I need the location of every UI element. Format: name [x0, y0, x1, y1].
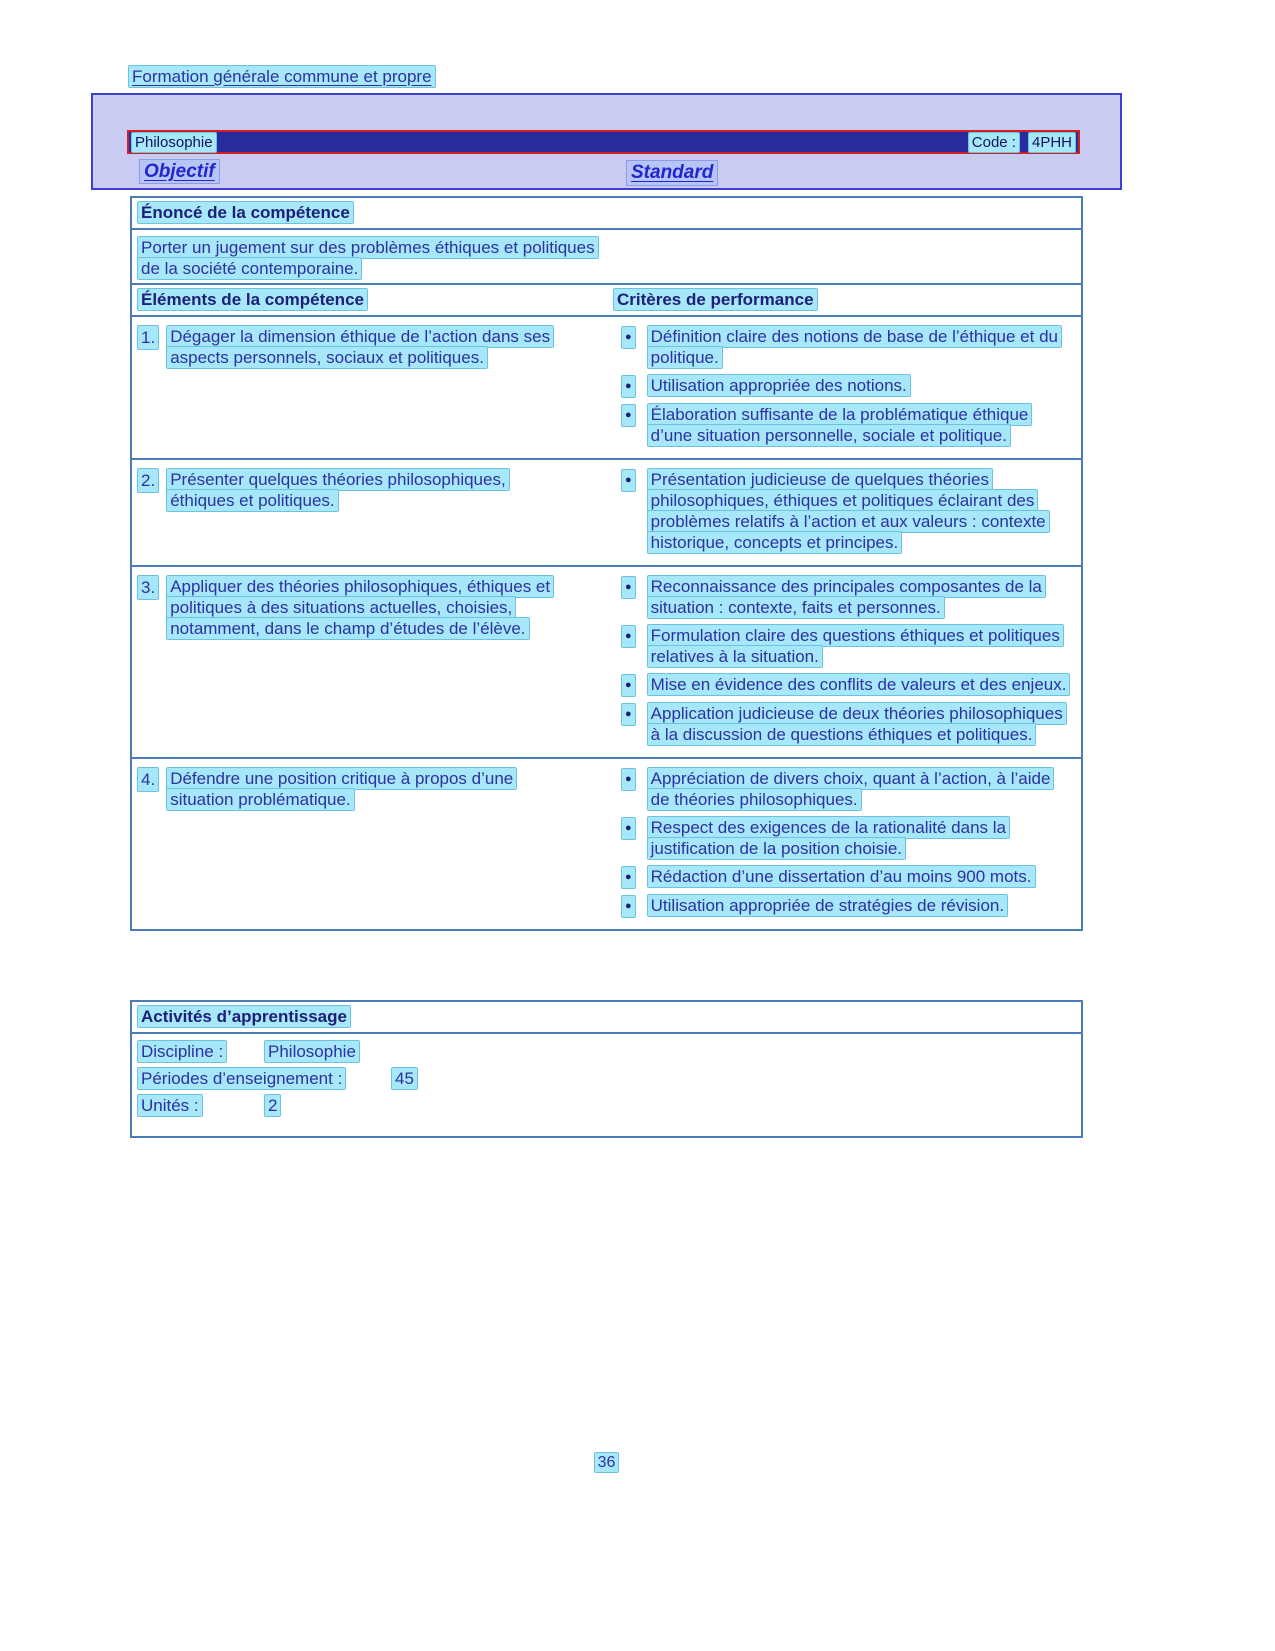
criterion-text-wrap	[648, 375, 1071, 396]
standard-heading: Standard	[627, 161, 717, 185]
element-text: Défendre une position critique à propos d’une situation problématique.	[167, 768, 516, 810]
criterion-text: Reconnaissance des principales composantes de la situation : contexte, faits et personnes.	[648, 576, 1045, 618]
enonce-table-body	[132, 230, 1081, 290]
criterion	[616, 768, 1071, 810]
objectif-heading: Objectif	[140, 160, 219, 183]
element-text: Présenter quelques théories philosophiques, éthiques et politiques.	[167, 469, 509, 511]
enonce-table	[130, 196, 1083, 292]
activity-value: 45	[392, 1068, 417, 1089]
page-number-row	[130, 1452, 1083, 1473]
bullet-icon: ●	[622, 376, 635, 397]
activites-table-header	[132, 1002, 1081, 1034]
code-value: 4PHH	[1029, 133, 1075, 152]
criterion	[616, 866, 1071, 888]
criterion-text-wrap	[648, 768, 1071, 810]
element-cell	[132, 766, 610, 924]
element-number: 3.	[138, 576, 158, 599]
criterion-text-wrap	[648, 576, 1071, 618]
criterion-text: Rédaction d’une dissertation d’au moins 900 mots.	[648, 866, 1035, 887]
criterion-text-wrap	[648, 625, 1071, 667]
bullet-icon: ●	[622, 818, 635, 839]
element-text-wrap	[167, 469, 569, 511]
bullet-icon: ●	[622, 626, 635, 647]
activites-table-body	[132, 1034, 1081, 1136]
activity-label-slot	[138, 1041, 265, 1062]
criterion-text: Appréciation de divers choix, quant à l’action, à l’aide de théories philosophiques.	[648, 768, 1054, 810]
elements-header-cell	[132, 289, 610, 310]
bullet-icon: ●	[622, 867, 635, 888]
competence-row-1	[132, 317, 1081, 458]
code-label: Code :	[969, 133, 1019, 152]
element-number: 2.	[138, 469, 158, 492]
objectif-standard-row	[140, 161, 1120, 183]
criterion-text: Utilisation appropriée de stratégies de révision.	[648, 895, 1007, 916]
criterion-text-wrap	[648, 817, 1071, 859]
competence-row-2	[132, 458, 1081, 565]
criterion-text: Élaboration suffisante de la problématique éthique d’une situation personnelle, sociale et politique.	[648, 404, 1032, 446]
criteres-header-cell	[610, 289, 1081, 310]
enonce-paragraph	[138, 237, 600, 279]
activites-header-text: Activités d’apprentissage	[138, 1006, 350, 1027]
course-title: Philosophie	[132, 133, 216, 152]
competence-table	[130, 283, 1083, 931]
bullet-icon: ●	[622, 470, 635, 491]
criterion	[616, 625, 1071, 667]
criterion	[616, 674, 1071, 696]
bullet-icon: ●	[622, 405, 635, 426]
activity-label: Unités :	[138, 1095, 202, 1116]
activity-value: Philosophie	[265, 1041, 359, 1062]
course-banner	[91, 93, 1122, 190]
element-text-wrap	[167, 576, 569, 639]
criterion-text: Respect des exigences de la rationalité dans la justification de la position choisie.	[648, 817, 1009, 859]
criterion-text: Formulation claire des questions éthiques et politiques relatives à la situation.	[648, 625, 1063, 667]
criterion	[616, 895, 1071, 917]
competence-table-header	[132, 285, 1081, 317]
activity-label-slot	[138, 1068, 392, 1089]
section-label-text: Formation générale commune et propre	[129, 66, 435, 87]
criterion	[616, 326, 1071, 368]
competence-row-4	[132, 757, 1081, 929]
criterion	[616, 469, 1071, 553]
criterion-text: Mise en évidence des conflits de valeurs et des enjeux.	[648, 674, 1070, 695]
activity-value: 2	[265, 1095, 280, 1116]
activity-row-discipline	[138, 1041, 1073, 1062]
criterion-text-wrap	[648, 866, 1071, 887]
enonce-table-header	[132, 198, 1081, 230]
element-text-wrap	[167, 326, 569, 368]
criterion-text: Utilisation appropriée des notions.	[648, 375, 910, 396]
criterion-text-wrap	[648, 674, 1071, 695]
activity-row-unites	[138, 1095, 1073, 1116]
criterion-text-wrap	[648, 469, 1071, 553]
activity-row-periodes	[138, 1068, 1073, 1089]
criterion-text: Présentation judicieuse de quelques théories philosophiques, éthiques et politiques éclairant des problèmes relatifs à l’action et aux valeurs : contexte historique, concepts et principes.	[648, 469, 1049, 553]
criterion-text-wrap	[648, 703, 1071, 745]
elements-header-text: Éléments de la compétence	[138, 289, 367, 310]
criterion-text: Définition claire des notions de base de l’éthique et du politique.	[648, 326, 1061, 368]
criterion	[616, 576, 1071, 618]
bullet-icon: ●	[622, 896, 635, 917]
bullet-icon: ●	[622, 675, 635, 696]
element-cell	[132, 467, 610, 560]
activity-label: Périodes d’enseignement :	[138, 1068, 345, 1089]
page-number: 36	[595, 1453, 619, 1472]
element-text: Appliquer des théories philosophiques, éthiques et politiques à des situations actuelles, choisies, notamment, dans le champ d’études de l’élève.	[167, 576, 553, 639]
element-number: 1.	[138, 326, 158, 349]
activites-table	[130, 1000, 1083, 1138]
criteres-header-text: Critères de performance	[614, 289, 817, 310]
section-label	[129, 66, 435, 87]
competence-row-3	[132, 565, 1081, 757]
criterion-text-wrap	[648, 895, 1071, 916]
criterion-text: Application judicieuse de deux théories philosophiques à la discussion de questions éthiques et politiques.	[648, 703, 1066, 745]
bullet-icon: ●	[622, 769, 635, 790]
criteria-cell	[610, 324, 1081, 453]
activity-label: Discipline :	[138, 1041, 226, 1062]
course-code-bar	[127, 130, 1080, 154]
bullet-icon: ●	[622, 704, 635, 725]
criterion	[616, 375, 1071, 397]
criteria-cell	[610, 467, 1081, 560]
criterion	[616, 817, 1071, 859]
criterion-text-wrap	[648, 326, 1071, 368]
element-cell	[132, 574, 610, 752]
element-text: Dégager la dimension éthique de l’action dans ses aspects personnels, sociaux et politiques.	[167, 326, 553, 368]
course-code	[969, 133, 1075, 152]
enonce-header-text: Énoncé de la compétence	[138, 202, 353, 223]
criterion-text-wrap	[648, 404, 1071, 446]
bullet-icon: ●	[622, 327, 635, 348]
element-text-wrap	[167, 768, 569, 810]
bullet-icon: ●	[622, 577, 635, 598]
enonce-text: Porter un jugement sur des problèmes éthiques et politiques de la société contemporaine.	[138, 237, 598, 279]
criteria-cell	[610, 766, 1081, 924]
element-number: 4.	[138, 768, 158, 791]
criterion	[616, 404, 1071, 446]
activity-label-slot	[138, 1095, 265, 1116]
criterion	[616, 703, 1071, 745]
element-cell	[132, 324, 610, 453]
criteria-cell	[610, 574, 1081, 752]
